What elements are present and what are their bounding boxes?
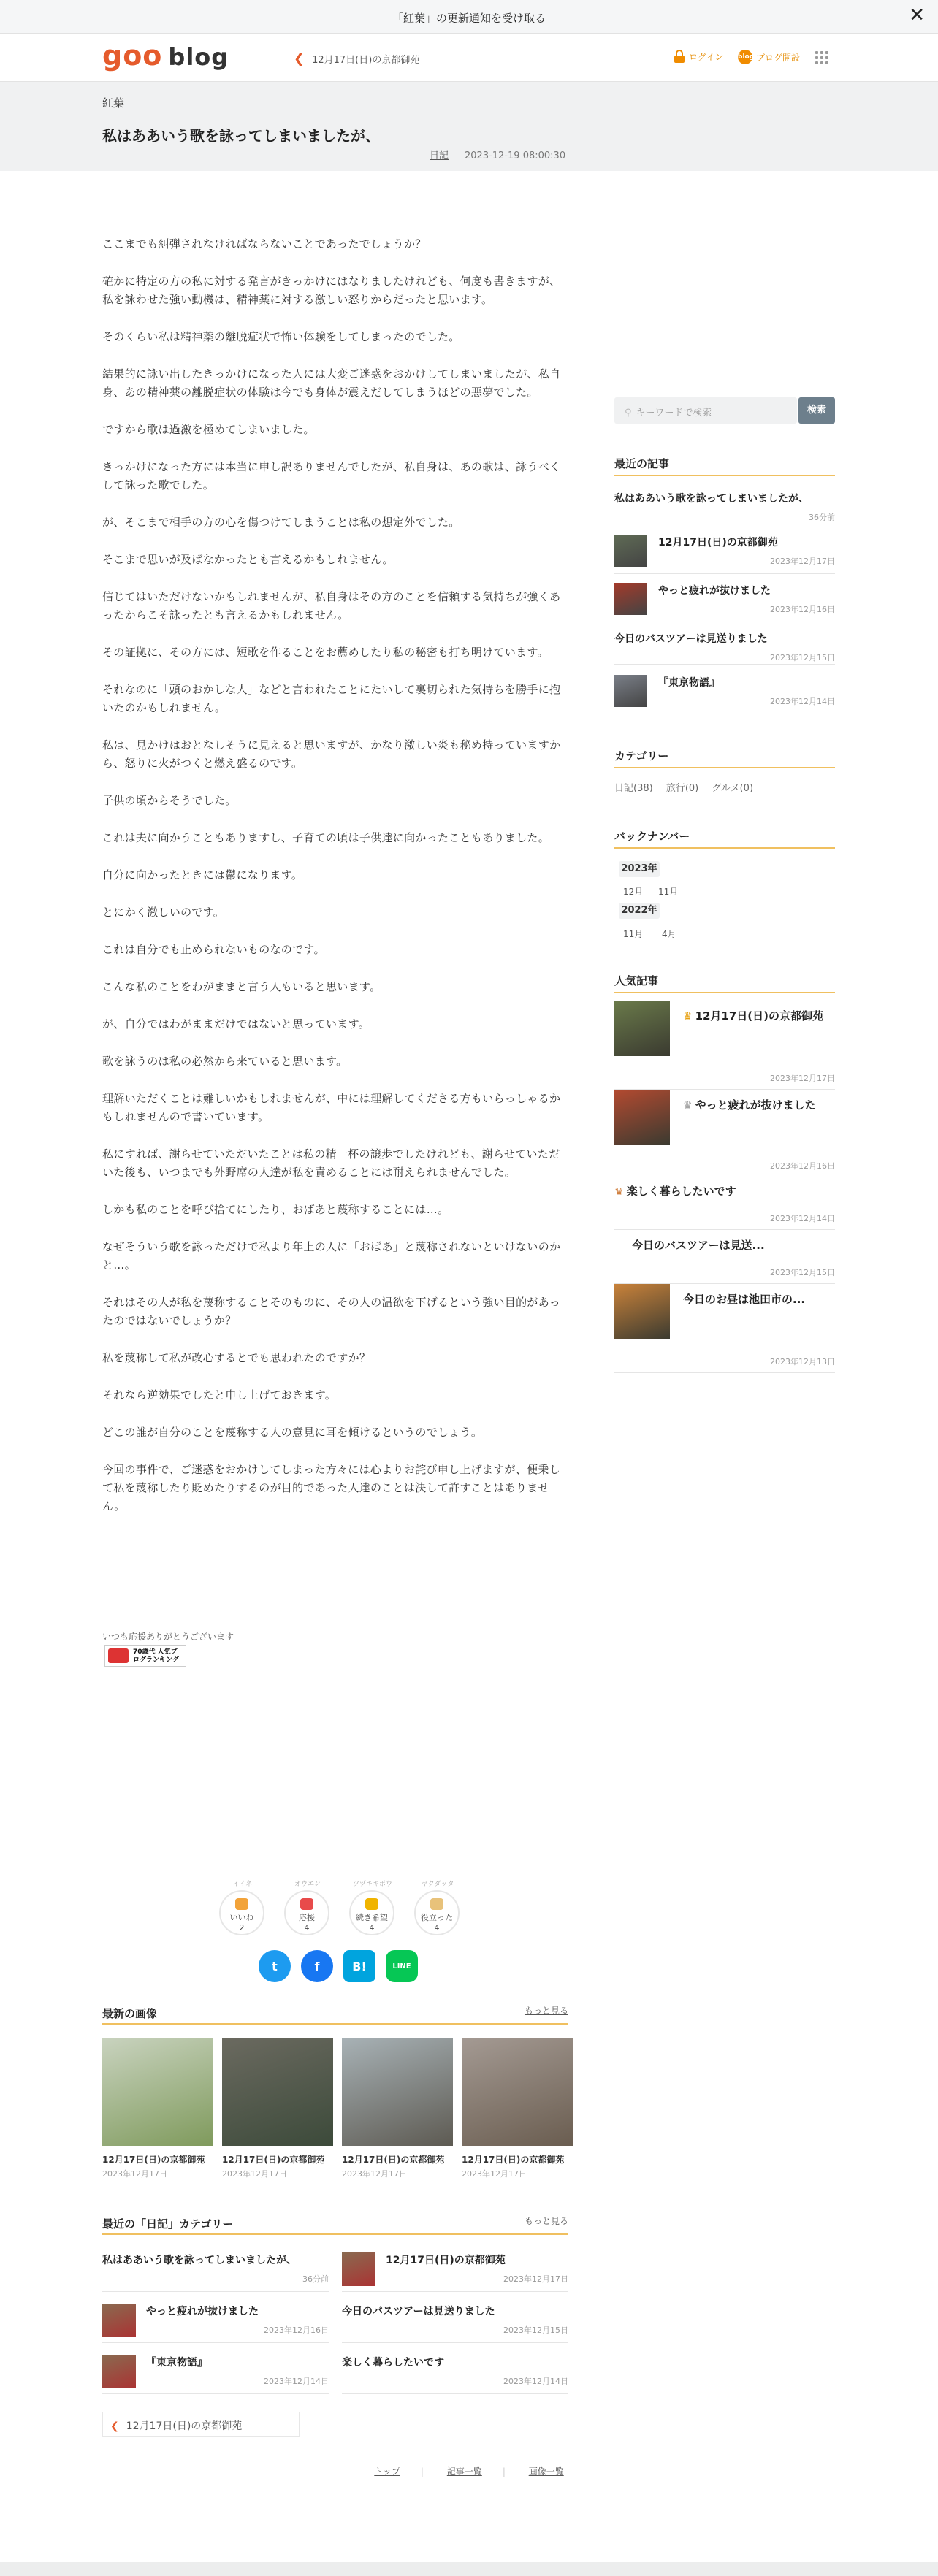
chevron-left-icon: ❮ xyxy=(294,51,305,66)
recent-post-date: 2023年12月16日 xyxy=(770,605,835,614)
reaction-count: 4 xyxy=(369,1923,375,1933)
recent-category-title: やっと疲れが抜けました xyxy=(146,2306,259,2317)
popular-post-item[interactable] xyxy=(614,1090,835,1177)
article-paragraph: こんな私のことをわがままと言う人もいると思います。 xyxy=(102,980,381,993)
footer-link-articles[interactable]: 記事一覧 xyxy=(446,2466,482,2477)
article-paragraph: 理解いただくことは難しいかもしれませんが、中には理解してくださる方もいらっしゃるかもしれませんので書いています。 xyxy=(102,1092,561,1123)
month-link[interactable]: 11月 xyxy=(658,887,679,897)
category-link-diary[interactable]: 日記(38) xyxy=(614,783,653,794)
reaction-count: 4 xyxy=(434,1923,440,1933)
article-paragraph: が、そこまで相手の方の心を傷つけてしまうことは私の想定外でした。 xyxy=(102,516,460,529)
thumbnail-date: 2023年12月17日 xyxy=(222,2169,287,2179)
reaction-tag: イイネ xyxy=(232,1881,253,1888)
article-body xyxy=(102,235,570,1534)
category-link-gourmet[interactable]: グルメ(0) xyxy=(712,783,754,794)
recent-post-item[interactable] xyxy=(614,669,835,714)
popular-post-thumb xyxy=(614,1001,670,1056)
article-paragraph: 結果的に詠い出したきっかけになった人には大変ご迷惑をおかけしてしまいましたが、私自身、あの精神薬の離脱症状の体験は今でも身体が震えだしてしまうほどの悪夢でした。 xyxy=(102,367,561,399)
month-link[interactable]: 4月 xyxy=(662,929,676,939)
recent-category-date: 2023年12月14日 xyxy=(264,2377,329,2386)
recent-category-title: 『東京物語』 xyxy=(146,2357,207,2369)
backnumber-header xyxy=(614,825,835,849)
prev-post-link[interactable] xyxy=(102,2412,300,2437)
article-paragraph: それなのに「頭のおかしな人」などと言われたことにたいして裏切られた気持ちを勝手に抱いたのかもしれません。 xyxy=(102,683,561,714)
recent-category-item[interactable] xyxy=(342,2352,568,2394)
reactions xyxy=(219,1879,461,1941)
article-paragraph: 歌を詠うのは私の必然から来ていると思います。 xyxy=(102,1055,348,1068)
crown-icon: ♛ xyxy=(683,1100,693,1112)
close-icon[interactable]: ✕ xyxy=(909,4,925,26)
month-link[interactable]: 11月 xyxy=(623,929,644,939)
reaction-name: 応援 xyxy=(299,1913,315,1922)
menu-grid-icon[interactable] xyxy=(815,51,828,64)
reaction-name: いいね xyxy=(229,1913,254,1922)
reaction-icon xyxy=(235,1898,248,1910)
article-paragraph: 信じてはいただけないかもしれませんが、私自身はその方のことを信頼する気持ちが強くあったからこそ詠ったとも言えるかもしれません。 xyxy=(102,590,561,622)
recent-category-date: 2023年12月16日 xyxy=(264,2325,329,2335)
thumbnail-title: 12月17日(日)の京都御苑 xyxy=(102,2155,205,2165)
footer-links: トップ | 記事一覧 | 画像一覧 xyxy=(374,2466,564,2477)
latest-image-item[interactable] xyxy=(342,2038,453,2179)
article-paragraph: きっかけになった方には本当に申し訳ありませんでしたが、私自身は、あの歌は、詠うべくして詠った歌でした。 xyxy=(102,460,561,492)
recent-category-item[interactable] xyxy=(102,2250,329,2292)
recent-category-date: 36分前 xyxy=(302,2274,329,2284)
article-paragraph: が、自分ではわがままだけではないと思っています。 xyxy=(102,1017,370,1031)
facebook-share-icon[interactable]: f xyxy=(301,1950,333,1982)
popular-post-title-text: 楽しく暮らしたいです xyxy=(626,1185,736,1198)
post-title: 私はああいう歌を詠ってしまいましたが、 xyxy=(102,127,380,145)
reaction-button[interactable] xyxy=(219,1879,266,1941)
latest-image-item[interactable] xyxy=(102,2038,213,2179)
recent-post-title: 『東京物語』 xyxy=(658,677,720,689)
share-buttons xyxy=(259,1950,418,1982)
thumbnail-image xyxy=(462,2038,573,2146)
login-button[interactable] xyxy=(674,50,723,63)
article-paragraph: これは自分でも止められないものなのです。 xyxy=(102,943,325,956)
reaction-bubble xyxy=(284,1890,329,1935)
recent-post-item[interactable] xyxy=(614,529,835,574)
recent-post-title: 私はああいう歌を詠ってしまいましたが、 xyxy=(614,493,809,505)
popular-post-item[interactable] xyxy=(614,1284,835,1373)
footer-link-images[interactable]: 画像一覧 xyxy=(528,2466,564,2477)
post-meta xyxy=(430,148,565,161)
thumbnail-date: 2023年12月17日 xyxy=(462,2169,527,2179)
recent-category-title: 最近の「日記」カテゴリー xyxy=(102,2217,234,2231)
popular-post-title-text: 今日のバスツアーは見送... xyxy=(632,1239,765,1252)
recent-category-header xyxy=(102,2213,568,2235)
article-paragraph: ここまでも糾弾されなければならないことであったでしょうか？ xyxy=(102,237,427,251)
recent-category-item[interactable] xyxy=(342,2301,568,2343)
popular-post-item[interactable] xyxy=(614,1231,835,1284)
chevron-left-icon: ❮ xyxy=(110,2420,119,2432)
article-paragraph: 私は、見かけはおとなしそうに見えると思いますが、かなり激しい炎も秘め持っていますから、怒りに火がつくと燃え盛るのです。 xyxy=(102,738,561,770)
popular-post-date: 2023年12月13日 xyxy=(770,1357,835,1367)
popular-post-date: 2023年12月17日 xyxy=(770,1074,835,1083)
reaction-icon xyxy=(365,1898,378,1910)
latest-image-item[interactable] xyxy=(462,2038,573,2179)
popular-post-title xyxy=(683,1291,805,1307)
thumbnail-image xyxy=(102,2038,213,2146)
recent-post-thumb xyxy=(614,535,647,567)
latest-images-header xyxy=(102,2003,568,2025)
ranking-icon xyxy=(108,1648,129,1663)
article-paragraph: それなら逆効果でしたと申し上げておきます。 xyxy=(102,1388,337,1402)
open-blog-button[interactable] xyxy=(738,50,800,64)
article-paragraph: 確かに特定の方の私に対する発言がきっかけにはなりましたけれども、何度も書きますが、私を詠わせた強い動機は、精神薬に対する激しい怒りからだったと思います。 xyxy=(102,275,561,306)
latest-image-item[interactable] xyxy=(222,2038,333,2179)
popular-post-date: 2023年12月15日 xyxy=(770,1268,835,1277)
popular-post-date: 2023年12月14日 xyxy=(770,1214,835,1223)
article-paragraph: その証拠に、その方には、短歌を作ることをお薦めしたり私の秘密も打ち明けています。 xyxy=(102,646,549,659)
footer-link-top[interactable]: トップ xyxy=(374,2466,400,2477)
popular-post-item[interactable] xyxy=(614,1177,835,1230)
search-button[interactable]: 検索 xyxy=(798,397,835,424)
recent-post-title: やっと疲れが抜けました xyxy=(658,585,771,597)
recent-post-thumb xyxy=(614,583,647,615)
search-icon: ⚲ xyxy=(625,408,632,418)
logo-goo: goo xyxy=(102,39,163,72)
year-2023[interactable]: 2023年 xyxy=(619,861,660,877)
article-paragraph: そこまで思いが及ばなかったとも言えるかもしれません。 xyxy=(102,553,394,566)
recent-post-date: 2023年12月15日 xyxy=(770,653,835,662)
popular-post-title xyxy=(683,1097,816,1112)
line-share-icon[interactable]: LINE xyxy=(386,1950,418,1982)
article-paragraph: それはその人が私を蔑称することそのものに、その人の温欲を下げるという強い目的があったのではないでしょうか？ xyxy=(102,1296,561,1327)
hatena-share-icon[interactable]: B! xyxy=(343,1950,375,1982)
article-paragraph: しかも私のことを呼び捨てにしたり、おばあと蔑称することには…。 xyxy=(102,1203,449,1216)
recent-posts-header xyxy=(614,453,835,476)
prev-post-label: 12月17日(日)の京都御苑 xyxy=(126,2420,243,2432)
reaction-button[interactable] xyxy=(349,1879,396,1941)
recent-post-title: 12月17日(日)の京都御苑 xyxy=(658,537,778,549)
reaction-count: 4 xyxy=(304,1923,310,1933)
recent-category-title: 今日のバスツアーは見送りました xyxy=(342,2306,495,2317)
thumbnail-date: 2023年12月17日 xyxy=(342,2169,407,2179)
latest-images-list xyxy=(102,2038,573,2179)
logo-blog: blog xyxy=(168,43,229,71)
category-title: カテゴリー xyxy=(614,749,669,763)
latest-images-title: 最新の画像 xyxy=(102,2007,158,2020)
recent-post-item[interactable] xyxy=(614,485,835,524)
popular-post-date: 2023年12月16日 xyxy=(770,1161,835,1171)
page-footer xyxy=(0,2562,938,2576)
recent-category-item[interactable] xyxy=(342,2250,568,2292)
recent-category-item[interactable] xyxy=(102,2352,329,2394)
article-paragraph: どこの誰が自分のことを蔑称する人の意見に耳を傾けるというのでしょう。 xyxy=(102,1426,483,1439)
category-list xyxy=(614,780,763,794)
reaction-bubble xyxy=(219,1890,264,1935)
popular-post-title-text: やっと疲れが抜けました xyxy=(695,1098,816,1112)
header-prev-label: 12月17日(日)の京都御苑 xyxy=(312,55,420,66)
recent-category-title: 私はああいう歌を詠ってしまいましたが、 xyxy=(102,2255,297,2266)
popular-post-thumb xyxy=(614,1090,670,1145)
recent-post-item[interactable] xyxy=(614,625,835,665)
notification-bar xyxy=(0,0,938,34)
article-paragraph: 今回の事件で、ご迷惑をおかけしてしまった方々には心よりお詫び申し上げますが、便乗して私を蔑称したり貶めたりするのが目的であった人達のことは決して許すことはありません。 xyxy=(102,1463,561,1513)
lock-icon xyxy=(674,50,685,63)
reaction-icon xyxy=(300,1898,313,1910)
reaction-name: 続き希望 xyxy=(356,1913,388,1922)
recent-post-title: 今日のバスツアーは見送りました xyxy=(614,633,768,645)
goo-blog-logo[interactable] xyxy=(102,39,229,72)
open-blog-label: ブログ開設 xyxy=(756,52,801,63)
reaction-icon xyxy=(430,1898,443,1910)
thumbnail-title: 12月17日(日)の京都御苑 xyxy=(342,2155,445,2165)
thumbnail-image xyxy=(342,2038,453,2146)
popular-post-title xyxy=(632,1237,765,1253)
article-paragraph: なぜそういう歌を詠っただけで私より年上の人に「おばあ」と蔑称されないといけないのかと…。 xyxy=(102,1240,561,1272)
twitter-share-icon[interactable]: t xyxy=(259,1950,291,1982)
popular-post-title-text: 今日のお昼は池田市の... xyxy=(683,1293,806,1306)
post-category[interactable]: 紅葉 xyxy=(102,96,125,110)
recent-category-date: 2023年12月17日 xyxy=(503,2274,568,2284)
reaction-tag: オウエン xyxy=(294,1881,321,1888)
recent-thumb-image xyxy=(102,2304,136,2337)
month-link[interactable]: 12月 xyxy=(623,887,644,897)
notification-text[interactable]: 「紅葉」の更新通知を受け取る xyxy=(392,12,546,25)
popular-header xyxy=(614,970,835,993)
recent-post-date: 2023年12月17日 xyxy=(770,557,835,566)
article-paragraph: そのくらい私は精神薬の離脱症状で怖い体験をしてしまったのでした。 xyxy=(102,330,460,343)
article-paragraph: 私を蔑称して私が改心するとでも思われたのですか？ xyxy=(102,1351,371,1364)
recent-category-item[interactable] xyxy=(102,2301,329,2343)
recent-category-more-link[interactable]: もっと見る xyxy=(524,2216,568,2226)
popular-post-title-text: 12月17日(日)の京都御苑 xyxy=(695,1009,824,1023)
reaction-tag: ヤクダッタ xyxy=(421,1881,454,1888)
recent-thumb-image xyxy=(102,2355,136,2388)
recent-post-date: 36分前 xyxy=(809,513,835,522)
reaction-bubble xyxy=(349,1890,394,1935)
crown-icon: ♛ xyxy=(683,1011,693,1023)
year-2022[interactable]: 2022年 xyxy=(619,903,660,919)
search-placeholder: キーワードで検索 xyxy=(636,408,712,418)
recent-post-thumb xyxy=(614,675,647,707)
category-link-travel[interactable]: 旅行(0) xyxy=(666,783,699,794)
backnumber-title: バックナンバー xyxy=(614,830,690,843)
article-paragraph: 私にすれば、謝らせていただいたことは私の精一杯の譲歩でしたけれども、謝らせていただいた後も、いつまでも外野席の人達が私を責めることには耐えられませんでした。 xyxy=(102,1147,560,1179)
post-date: 2023-12-19 08:00:30 xyxy=(465,150,566,161)
recent-category-date: 2023年12月15日 xyxy=(503,2325,568,2335)
ranking-badge[interactable] xyxy=(104,1645,186,1667)
article-paragraph: とにかく激しいのです。 xyxy=(102,906,225,919)
post-title-bar xyxy=(0,82,938,171)
thumbnail-title: 12月17日(日)の京都御苑 xyxy=(222,2155,325,2165)
ranking-label: 70歳代 人気ブログランキング xyxy=(133,1648,179,1664)
popular-post-thumb xyxy=(614,1284,670,1339)
recent-category-date: 2023年12月14日 xyxy=(503,2377,568,2386)
recent-post-date: 2023年12月14日 xyxy=(770,697,835,706)
thumbnail-image xyxy=(222,2038,333,2146)
blog-badge-icon: blog xyxy=(738,50,752,64)
login-label: ログイン xyxy=(689,51,724,62)
crown-icon: ♛ xyxy=(614,1186,624,1198)
article-paragraph: 子供の頃からそうでした。 xyxy=(102,794,237,807)
popular-post-title xyxy=(614,1183,736,1199)
thanks-text: いつも応援ありがとうございます xyxy=(102,1632,234,1642)
category-header xyxy=(614,745,835,768)
search-input[interactable] xyxy=(614,397,797,424)
popular-post-item[interactable] xyxy=(614,1001,835,1090)
article-paragraph: これは夫に向かうこともありますし、子育ての頃は子供達に向かったこともありました。 xyxy=(102,831,550,844)
recent-post-item[interactable] xyxy=(614,577,835,622)
post-meta-category[interactable]: 日記 xyxy=(430,150,449,161)
popular-title: 人気記事 xyxy=(614,974,659,987)
reaction-button[interactable] xyxy=(414,1879,461,1941)
recent-posts-title: 最近の記事 xyxy=(614,457,670,470)
reaction-tag: ツヅキキボウ xyxy=(352,1881,392,1888)
thumbnail-date: 2023年12月17日 xyxy=(102,2169,167,2179)
thumbnail-title: 12月17日(日)の京都御苑 xyxy=(462,2155,565,2165)
recent-category-title: 楽しく暮らしたいです xyxy=(342,2357,444,2369)
article-paragraph: 自分に向かったときには鬱になります。 xyxy=(102,868,303,882)
reaction-button[interactable] xyxy=(284,1879,331,1941)
article-paragraph: ですから歌は過激を極めてしまいました。 xyxy=(102,423,315,436)
header-prev-link[interactable] xyxy=(294,51,419,66)
reaction-count: 2 xyxy=(239,1923,245,1933)
popular-post-title xyxy=(683,1008,823,1023)
recent-thumb-image xyxy=(342,2252,375,2286)
reaction-bubble xyxy=(414,1890,460,1935)
site-header xyxy=(0,34,938,82)
latest-images-more-link[interactable]: もっと見る xyxy=(524,2006,568,2016)
recent-category-title: 12月17日(日)の京都御苑 xyxy=(386,2255,506,2266)
reaction-name: 役立った xyxy=(421,1913,453,1922)
